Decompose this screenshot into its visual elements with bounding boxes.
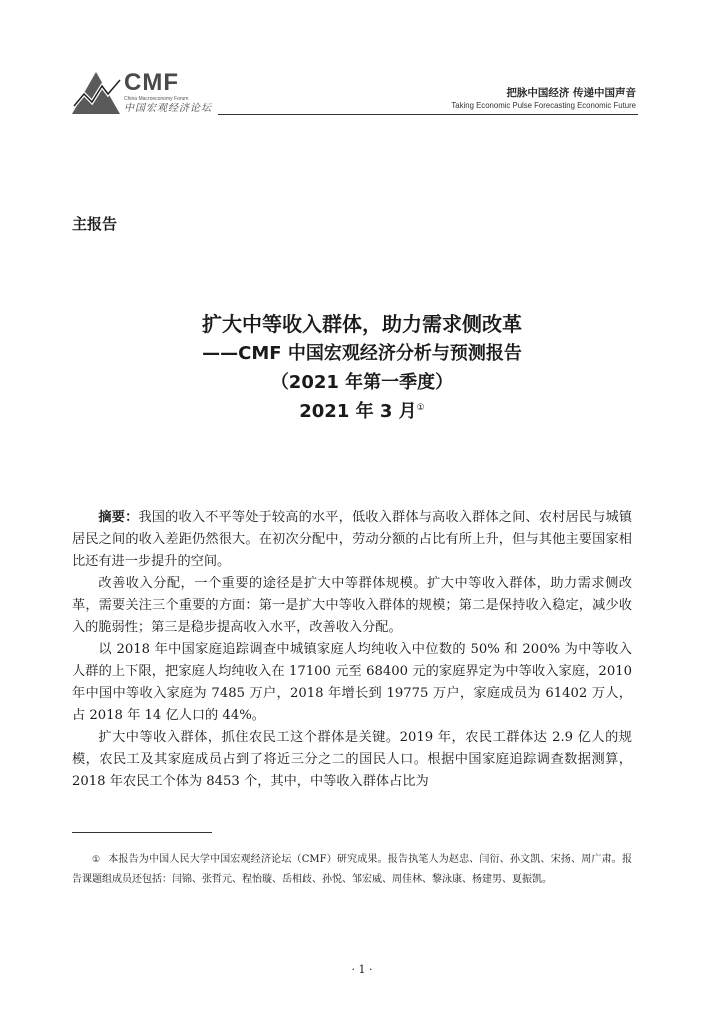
abstract-body (72, 507, 632, 793)
footnote-reference[interactable]: ① (416, 403, 425, 413)
footnote (72, 850, 632, 889)
report-quarter: （2021 年第一季度） (270, 372, 454, 393)
report-subtitle: ——CMF 中国宏观经济分析与预测报告 (202, 343, 522, 364)
abstract-label: 摘要： (98, 510, 139, 525)
abstract-text: 我国的收入不平等处于较高的水平，低收入群体与高收入群体之间、农村居民与城镇居民之间的收入差距仍然很大。在初次分配中，劳动分额的占比有所上升，但与其他主要国家相比还有进一步提升的空间。 (72, 510, 633, 569)
report-date-line (72, 397, 652, 426)
page-number: · 1 · (351, 963, 373, 976)
footnote-text: 本报告为中国人民大学中国宏观经济论坛（CMF）研究成果。报告执笔人为赵忠、闫衍、孙文凯、宋扬、周广肃。报告课题组成员还包括：闫锦、张哲元、程怡璇、岳相歧、孙悦、邹宏威、周佳林、黎泳康、杨建男、夏振凯。 (72, 854, 632, 885)
cmf-logo-icon (70, 70, 122, 116)
abstract-paragraph: 以 2018 年中国家庭追踪调查中城镇家庭人均纯收入中位数的 50% 和 200% 为中等收入人群的上下限，把家庭人均纯收入在 17100 元至 68400 元的家庭界定为中等收入家庭，2010 年中国中等收入家庭为 7485 万户，2018 年增长到 19775 万户，家庭成员为 61402 万人，占 2018 年 14 亿人口的 44%。 (72, 642, 632, 723)
footnote-divider (72, 832, 212, 833)
report-date: 2021 年 3 月 (299, 401, 417, 422)
logo-text: CMF (124, 69, 179, 96)
header-divider (218, 114, 638, 115)
report-title-block (72, 310, 652, 426)
abstract-paragraph: 改善收入分配，一个重要的途径是扩大中等群体规模。扩大中等收入群体，助力需求侧改革，需要关注三个重要的方面：第一是扩大中等收入群体的规模；第二是保持收入稳定，减少收入的脆弱性；第三是稳步提高收入水平，改善收入分配。 (72, 576, 632, 635)
logo-chinese-name: 中国宏观经济论坛 (124, 103, 212, 114)
report-title: 扩大中等收入群体，助力需求侧改革 (202, 312, 522, 336)
header-slogan-cn: 把脉中国经济 传递中国声音 (506, 87, 636, 99)
abstract-paragraph: 扩大中等收入群体，抓住农民工这个群体是关键。2019 年，农民工群体达 2.9 亿人的规模，农民工及其家庭成员占到了将近三分之二的国民人口。根据中国家庭追踪调查数据测算，2018 年农民工个体为 8453 个，其中，中等收入群体占比为 (72, 730, 632, 789)
abstract-paragraph (72, 507, 632, 573)
page-header (0, 0, 724, 125)
logo-subtitle: China Macroeconomy Forum (124, 96, 189, 102)
section-label: 主报告 (72, 215, 118, 233)
header-slogan-en: Taking Economic Pulse Forecasting Economic Future (451, 101, 636, 110)
footnote-mark: ① (92, 855, 101, 865)
